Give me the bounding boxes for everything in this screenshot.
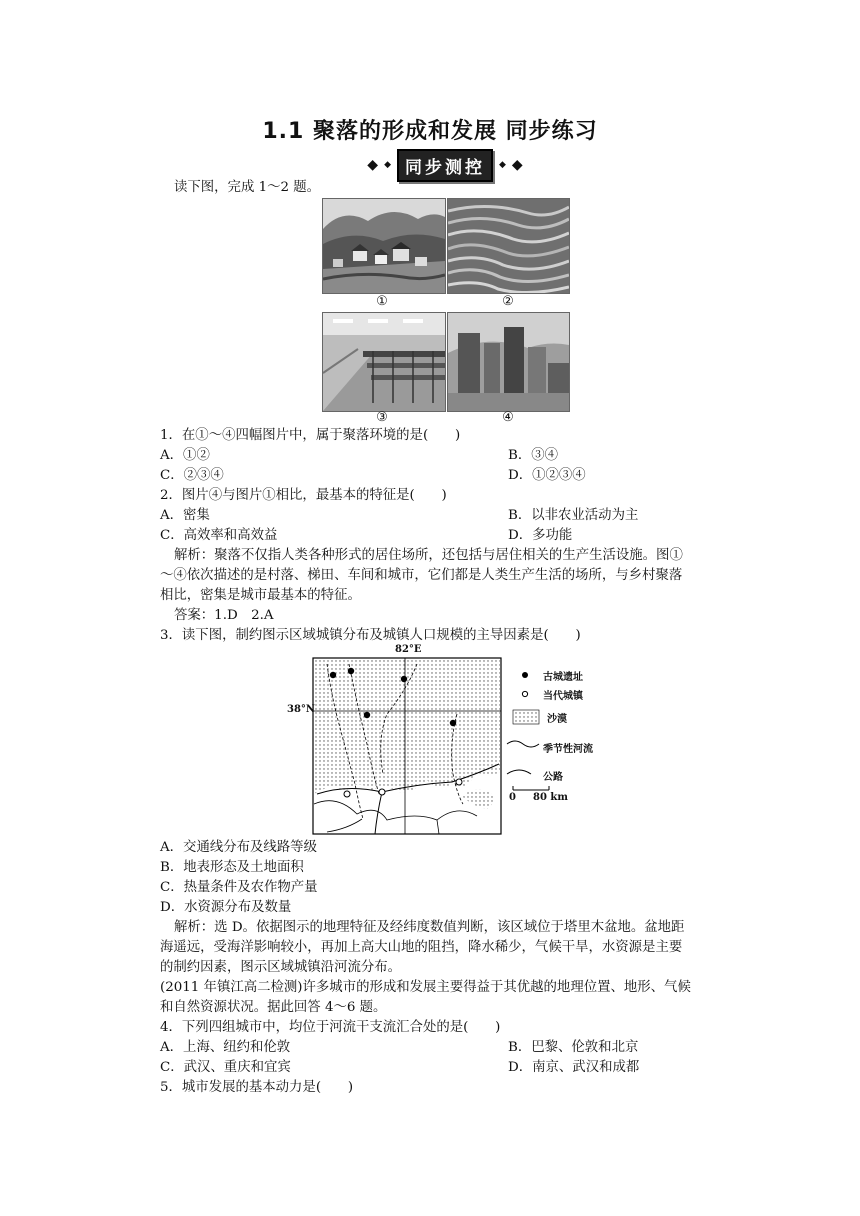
photo-village	[322, 198, 446, 294]
intro-q1-2: 读下图，完成 1～2 题。	[174, 180, 321, 195]
diamond-icon: ◆	[384, 160, 391, 170]
question-5-stem: 5．城市发展的基本动力是( )	[160, 1080, 354, 1095]
photo-grid	[322, 198, 569, 426]
banner-label: 同步测控	[397, 149, 493, 182]
question-4-option-d: D．南京、武汉和成都	[508, 1060, 640, 1075]
legend-desert: 沙漠	[547, 714, 567, 725]
photo-caption-3: ③	[376, 410, 388, 425]
scale-end: 80 km	[533, 792, 568, 803]
question-1-option-a: A．①②	[160, 448, 210, 463]
question-4-option-a: A．上海、纽约和伦敦	[160, 1040, 291, 1055]
question-2-option-c: C．高效率和高效益	[160, 528, 278, 543]
legend-road: 公路	[543, 772, 563, 783]
question-1-option-b: B．③④	[508, 448, 559, 463]
diamond-icon: ◆	[511, 157, 523, 173]
photo-caption-2: ②	[502, 294, 514, 309]
question-1-stem: 1．在①～④四幅图片中，属于聚落环境的是( )	[160, 428, 461, 443]
section-banner	[355, 152, 535, 178]
question-4-option-b: B．巴黎、伦敦和北京	[508, 1040, 639, 1055]
question-1-option-d: D．①②③④	[508, 468, 586, 483]
question-1-option-c: C．②③④	[160, 468, 224, 483]
question-2-stem: 2．图片④与图片①相比，最基本的特征是( )	[160, 488, 447, 503]
question-3-option-d: D．水资源分布及数量	[160, 900, 292, 915]
latitude-label: 38°N	[287, 704, 316, 715]
diamond-icon: ◆	[499, 160, 506, 170]
analysis-3: 解析：选 D。依据图示的地理特征及经纬度数值判断，该区域位于塔里木盆地。盆地距海遥远，受海洋影响较小，再加上高大山地的阻挡，降水稀少，气候干旱，水资源是主要的制约因素，图示区域城镇沿河流分布。	[160, 920, 685, 975]
tarim-basin-map	[287, 644, 607, 836]
photo-caption-1: ①	[376, 294, 388, 309]
photo-terraces	[447, 198, 570, 294]
longitude-label: 82°E	[395, 644, 422, 655]
legend-modern-town: 当代城镇	[543, 691, 583, 702]
question-3-option-c: C．热量条件及农作物产量	[160, 880, 318, 895]
question-2-option-d: D．多功能	[508, 528, 573, 543]
question-4-option-c: C．武汉、重庆和宜宾	[160, 1060, 291, 1075]
page-title: 1.1 聚落的形成和发展 同步练习	[262, 119, 598, 144]
legend-ancient-ruins: 古城遗址	[543, 672, 583, 683]
intro-q4-6: (2011 年镇江高二检测)许多城市的形成和发展主要得益于其优越的地理位置、地形、气候和自然资源状况。据此回答 4～6 题。	[160, 980, 691, 1015]
diamond-icon: ◆	[367, 157, 379, 173]
question-2-option-a: A．密集	[160, 508, 210, 523]
question-3-option-a: A．交通线分布及线路等级	[160, 840, 317, 855]
question-4-stem: 4．下列四组城市中，均位于河流干支流汇合处的是( )	[160, 1020, 501, 1035]
question-2-option-b: B．以非农业活动为主	[508, 508, 639, 523]
photo-workshop	[322, 312, 446, 412]
question-3-option-b: B．地表形态及土地面积	[160, 860, 304, 875]
analysis-1-2: 解析：聚落不仅指人类各种形式的居住场所，还包括与居住相关的生产生活设施。图①～④依次描述的是村落、梯田、车间和城市，它们都是人类生产生活的场所，与乡村聚落相比，密集是城市最基本的特征。	[160, 548, 683, 603]
answer-1-2: 答案：1.D 2.A	[174, 608, 274, 623]
photo-city	[447, 312, 570, 412]
scale-start: 0	[509, 792, 516, 803]
legend-seasonal-river: 季节性河流	[543, 744, 593, 755]
photo-caption-4: ④	[502, 410, 514, 425]
question-3-stem: 3．读下图，制约图示区域城镇分布及城镇人口规模的主导因素是( )	[160, 628, 581, 643]
